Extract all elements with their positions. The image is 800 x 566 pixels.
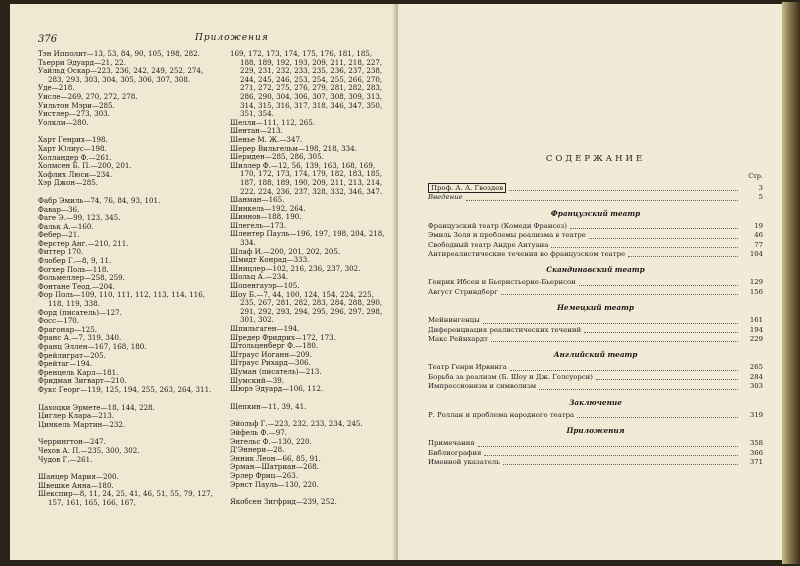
toc-section-heading: Скандинавский театр: [546, 265, 645, 275]
index-entry: Фольмеллер—258, 259.: [38, 273, 125, 283]
index-entry: Чехов А. П.—235, 300, 302.: [38, 445, 140, 455]
toc-entry-page: 156: [749, 287, 763, 296]
index-entry: Уильтон Мэри—285.: [38, 100, 115, 110]
index-entry: Эйольф Г.—223, 232, 233, 234, 245.: [230, 419, 363, 429]
toc-entry-title: Диференциация реалистических течений: [428, 325, 582, 334]
index-entry: Шлаф И.—200, 201, 202, 205.: [230, 246, 341, 256]
index-entry: Фрейлиграт—205.: [38, 350, 106, 360]
index-entry: Эрман—Шатриан—268.: [230, 462, 319, 472]
index-entry: Черрингтон—247.: [38, 437, 106, 447]
toc-row: [428, 184, 763, 193]
index-entry: Харт Юлиус—198.: [38, 143, 107, 153]
index-entry: Шанцер Мария—200.: [38, 472, 119, 482]
index-entry: Шерер Вильгельм—198, 218, 334.: [230, 143, 357, 153]
index-entry: Шницлер—102, 216, 236, 237, 302.: [230, 263, 361, 273]
toc-entry-title: Библиография: [428, 448, 482, 457]
toc-row: [428, 193, 763, 202]
index-entry: Форд (писатель)—127.: [38, 307, 122, 317]
toc-entry-page: 19: [754, 221, 763, 230]
index-entry: Уайльд Оскар—223, 236, 242, 249, 252, 274, 283, 293, 303, 304, 305, 306, 307, 308.: [38, 66, 204, 84]
toc-entry-page: 319: [749, 410, 763, 419]
toc-row: [428, 373, 763, 382]
index-entry: Холмсен Б. П.—200, 201.: [38, 161, 132, 171]
toc-section-heading: Немецкий театр: [557, 303, 634, 313]
toc-title: СОДЕРЖАНИЕ: [545, 154, 646, 164]
index-entry: Фиттер 170.: [38, 247, 84, 257]
index-entry: Цинкель Мартин—232.: [38, 419, 126, 429]
index-entry: Тьерри Эдуард—21, 22.: [38, 57, 126, 67]
index-entry: Уисле—269, 270, 272, 278.: [38, 91, 138, 101]
index-entry: Фавар—36.: [38, 204, 80, 214]
index-column-2: [230, 50, 390, 507]
toc-row: [428, 411, 763, 420]
toc-entry-page: 161: [749, 316, 763, 325]
index-entry: Шанман—165.: [230, 195, 285, 205]
index-entry: Шюрэ Эдуард—106, 112.: [230, 384, 324, 394]
index-entry: Шпильгаген—194.: [230, 324, 300, 333]
toc-section-heading: Заключение: [569, 397, 622, 407]
toc-section-heading: Приложения: [566, 426, 625, 436]
toc-row: [428, 231, 763, 240]
index-entry: Фонтане Теод.—204.: [38, 281, 115, 291]
table-of-contents: [428, 154, 763, 467]
index-column-1: [38, 50, 216, 508]
toc-row: [428, 316, 763, 325]
index-entry: Штраус Рихард—306.: [230, 358, 311, 368]
toc-entry-page: 358: [749, 439, 763, 448]
index-entry: Шольц А.—234.: [230, 272, 289, 282]
toc-row: [428, 458, 763, 467]
index-entry: Фукс Георг—119, 125, 194, 255, 263, 264, 311.: [38, 384, 212, 394]
toc-entry-page: 303: [749, 382, 763, 391]
index-entry: Уолкли—280.: [38, 117, 89, 127]
toc-section-heading: Французский театр: [550, 208, 641, 218]
toc-entry-title: Эмиль Золя и проблемы реализма в театре: [428, 231, 586, 240]
toc-entry-title: Антиреалистические течения во французском театре: [428, 250, 626, 259]
toc-entry-title: Свободный театр Андре Антуана: [428, 240, 549, 249]
index-entry: Эрнст Пауль—130, 220.: [230, 479, 319, 489]
index-entry: Энгельс Ф.—130, 220.: [230, 436, 312, 446]
toc-row: [428, 335, 763, 344]
index-entry: Фрагонар—125.: [38, 324, 98, 334]
index-entry: Фогхер Поль—118.: [38, 264, 109, 274]
toc-entry-title: Театр Генри Ирвинга: [428, 363, 507, 372]
index-entry: Фаге Э.—99, 123, 345.: [38, 213, 121, 223]
index-entry: Тэн Ипполит—13, 53, 84, 90, 105, 198, 282.: [38, 49, 200, 58]
index-entry: Франц Эллен—167, 168, 180.: [38, 342, 147, 351]
index-entry: Шинкель—192, 264.: [230, 203, 306, 213]
index-entry: Цахоцки Эрмете—18, 144, 228.: [38, 402, 155, 412]
toc-entry-page: 77: [754, 240, 763, 249]
toc-entry-title: Французский театр (Комеди Франсез): [428, 221, 567, 230]
toc-row: [428, 382, 763, 391]
index-entry: Д'Эннери—28.: [230, 445, 285, 455]
toc-entry-title: Макс Рейнхардт: [428, 335, 488, 344]
toc-section-heading: Английский театр: [553, 350, 638, 360]
index-entry: Шлентер Пауль—196, 197, 198, 204, 218, 334.: [230, 229, 385, 248]
toc-entry-page: 104: [749, 250, 763, 259]
toc-entry-page: 129: [749, 278, 763, 287]
toc-entry-title: Именной указатель: [428, 457, 500, 466]
toc-row: [428, 363, 763, 372]
index-entry: Харт Генрих—198.: [38, 135, 108, 145]
toc-row: [428, 288, 763, 297]
index-entry: Шуман (писатель)—213.: [230, 366, 322, 376]
toc-entry-page: 194: [749, 325, 763, 334]
index-entry: Чудов Г.—261.: [38, 454, 93, 464]
index-entry: Хэр Джон—285.: [38, 178, 98, 188]
toc-entry-title: Генрик Ибсен и Бьернстьерне-Бьернсон: [428, 278, 576, 287]
toc-entry-title: Примечания: [428, 439, 475, 448]
index-entry: Фабр Эмиль—74, 76, 84, 93, 101.: [38, 195, 161, 205]
index-entry: Штраус Иоганн—209.: [230, 349, 312, 359]
toc-row: [428, 278, 763, 287]
index-entry: Фор Поль—109, 110, 111, 112, 113, 114, 116, 118, 119, 338.: [38, 290, 205, 309]
index-entry: Циглер Клара—213.: [38, 411, 115, 421]
toc-entry-title: Борьба за реализм (Б. Шоу и Дж. Голсуорси): [428, 372, 593, 381]
index-entry: Шенье М. Ж.—347.: [230, 134, 303, 144]
index-entry: Фальк А.—160.: [38, 221, 94, 231]
toc-row: [428, 250, 763, 259]
toc-entry-page: 265: [749, 363, 763, 372]
index-entry: Франс А.—7, 319, 340.: [38, 333, 122, 343]
index-entry: Шериден—285, 286, 305.: [230, 152, 324, 162]
index-entry: Фебер—21.: [38, 230, 80, 240]
index-entry: Эйфель Ф.—97.: [230, 427, 288, 437]
toc-entry-title: Введение: [428, 193, 463, 202]
index-entry: Фосс—170.: [38, 316, 79, 326]
index-entry: Энник Леон—66, 85, 91.: [230, 453, 321, 463]
index-entry: Хофлих Люси—234.: [38, 169, 113, 179]
toc-entry-title: Проф. А. А. Гвоздев: [428, 183, 506, 193]
toc-entry-title: Мейнингенцы: [428, 316, 480, 325]
toc-entry-title: Р. Роллан и проблема народного театра: [428, 410, 575, 419]
index-entry: Шопенгауэр—105.: [230, 281, 300, 291]
right-page: [398, 4, 782, 560]
index-entry: Щепкин—11, 39, 41.: [230, 401, 307, 411]
index-entry: Фридман Зигварт—210.: [38, 376, 127, 386]
index-entry: Фрейтаг—194.: [38, 359, 93, 369]
toc-entry-title: Август Стриндберг: [428, 287, 498, 296]
index-entry: Штольценберг Ф.—180.: [230, 341, 319, 351]
index-entry: Шредер Фридрих—172, 173.: [230, 332, 336, 342]
running-head: Приложения: [195, 33, 269, 43]
toc-entry-title: Импрессионизм и символизм: [428, 382, 537, 391]
index-entry: Ферстер Анг.—210, 211.: [38, 238, 129, 248]
toc-entry-page: 371: [749, 457, 763, 466]
index-entry: Швешке Анна—180.: [38, 480, 114, 490]
index-entry: Шелли—111, 112, 265.: [230, 117, 316, 127]
index-entry: 169, 172, 173, 174, 175, 176, 181, 185, 188, 189, 192, 193, 209, 211, 218, 227, 229, 231, 232, 233, 235, 236, 237, 238, 244, 245, 246, 253, 254, 255, 266, 270, 271, 272, 275, 276, 279, 281, 282, 283, 286, 290, 304, 306, 307, 308, 309, 313, 314, 315, 316, 317, 318, 346, 347, 350, 351, 354.: [230, 49, 383, 119]
pages-label: Стр.: [748, 172, 763, 180]
page-number: 376: [38, 34, 58, 45]
toc-entry-page: 5: [758, 193, 763, 202]
index-entry: Шентан—213.: [230, 126, 283, 136]
toc-entry-page: 366: [749, 448, 763, 457]
toc-entry-page: 284: [749, 372, 763, 381]
index-entry: Шлегель—173.: [230, 220, 286, 230]
toc-entry-page: 3: [758, 184, 763, 192]
index-entry: Шумский—39.: [230, 375, 285, 385]
toc-row: [428, 241, 763, 250]
index-entry: Шекспир—8, 11, 24, 25, 41, 46, 51, 55, 79, 127, 157, 161, 165, 166, 167,: [38, 489, 213, 507]
toc-row: [428, 449, 763, 458]
index-entry: Френцель Карл—181.: [38, 367, 119, 377]
index-entry: Уде—218.: [38, 83, 75, 93]
toc-row: [428, 439, 763, 448]
index-entry: Шмидт Конрад—333.: [230, 255, 310, 265]
left-page: [10, 4, 398, 560]
index-entry: Шиннов—188, 190.: [230, 212, 302, 222]
page-edge: [782, 2, 800, 564]
toc-row: [428, 326, 763, 335]
index-entry: Холландер Ф.—261.: [38, 152, 112, 162]
toc-entry-page: 229: [749, 335, 763, 344]
index-entry: Шоу Б.—7, 44, 100, 124, 154, 224, 225, 235, 267, 281, 282, 283, 284, 288, 290, 291, 292, 293, 294, 295, 296, 297, 298, 301, 302.: [230, 289, 383, 325]
index-entry: Уистлер—273, 303.: [38, 109, 110, 119]
toc-entry-page: 46: [754, 231, 763, 240]
index-entry: Якобсен Зигфрид—239, 252.: [230, 497, 337, 507]
toc-row: [428, 222, 763, 231]
index-entry: Шиллер Ф.—12, 56, 139, 163, 168, 169, 170, 172, 173, 174, 179, 182, 183, 185, 187, 188, 189, 190, 209, 211, 213, 214, 222, 224, 236, 237, 328, 332, 346, 347.: [230, 160, 383, 196]
index-entry: Эрлер Фриц—263.: [230, 470, 299, 480]
index-entry: Флобер Г.—8, 9, 11.: [38, 256, 112, 266]
